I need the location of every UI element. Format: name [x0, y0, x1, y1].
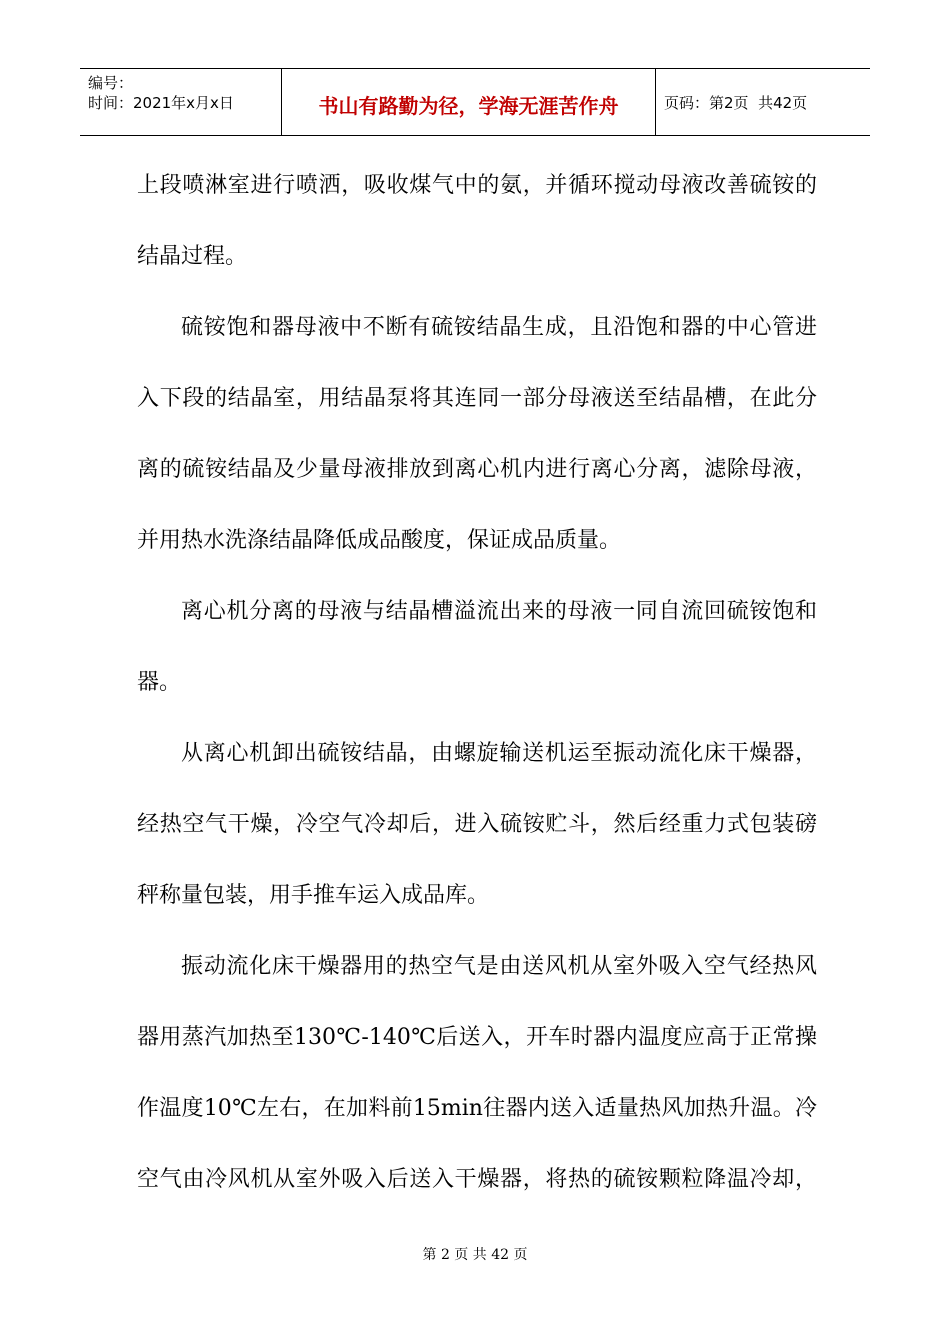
body-line: 空气由冷风机从室外吸入后送入干燥器，将热的硫铵颗粒降温冷却，	[137, 1167, 817, 1192]
body-line: 作温度10℃左右，在加料前15min往器内送入适量热风加热升温。冷	[137, 1096, 817, 1121]
body-line: 秤称量包装，用手推车运入成品库。	[137, 883, 490, 908]
body-line: 上段喷淋室进行喷洒，吸收煤气中的氨，并循环搅动母液改善硫铵的	[137, 173, 817, 198]
body-line: 入下段的结晶室，用结晶泵将其连同一部分母液送至结晶槽，在此分	[137, 386, 817, 411]
document-body	[137, 160, 817, 1225]
body-line: 硫铵饱和器母液中不断有硫铵结晶生成，且沿饱和器的中心管进	[181, 315, 817, 340]
body-line: 离的硫铵结晶及少量母液排放到离心机内进行离心分离，滤除母液，	[137, 457, 817, 482]
body-line: 器用蒸汽加热至130℃-140℃后送入，开车时器内温度应高于正常操	[137, 1025, 817, 1050]
document-number-label: 编号：	[88, 74, 134, 92]
body-line: 并用热水洗涤结晶降低成品酸度，保证成品质量。	[137, 528, 622, 553]
body-line: 经热空气干燥，冷空气冷却后，进入硫铵贮斗，然后经重力式包装磅	[137, 812, 817, 837]
header-page-info: 页码：第2页 共42页	[664, 93, 808, 112]
header-meta	[80, 69, 282, 135]
body-line: 振动流化床干燥器用的热空气是由送风机从室外吸入空气经热风	[181, 954, 817, 979]
document-time-label: 时间：2021年x月x日	[88, 94, 234, 112]
page-header	[80, 68, 870, 136]
header-motto: 书山有路勤为径，学海无涯苦作舟	[282, 69, 656, 135]
body-line: 器。	[137, 670, 182, 695]
page-footer: 第 2 页 共 42 页	[422, 1247, 528, 1263]
body-line: 从离心机卸出硫铵结晶，由螺旋输送机运至振动流化床干燥器，	[181, 741, 817, 766]
body-line: 离心机分离的母液与结晶槽溢流出来的母液一同自流回硫铵饱和	[181, 599, 817, 624]
body-line: 结晶过程。	[137, 244, 248, 269]
